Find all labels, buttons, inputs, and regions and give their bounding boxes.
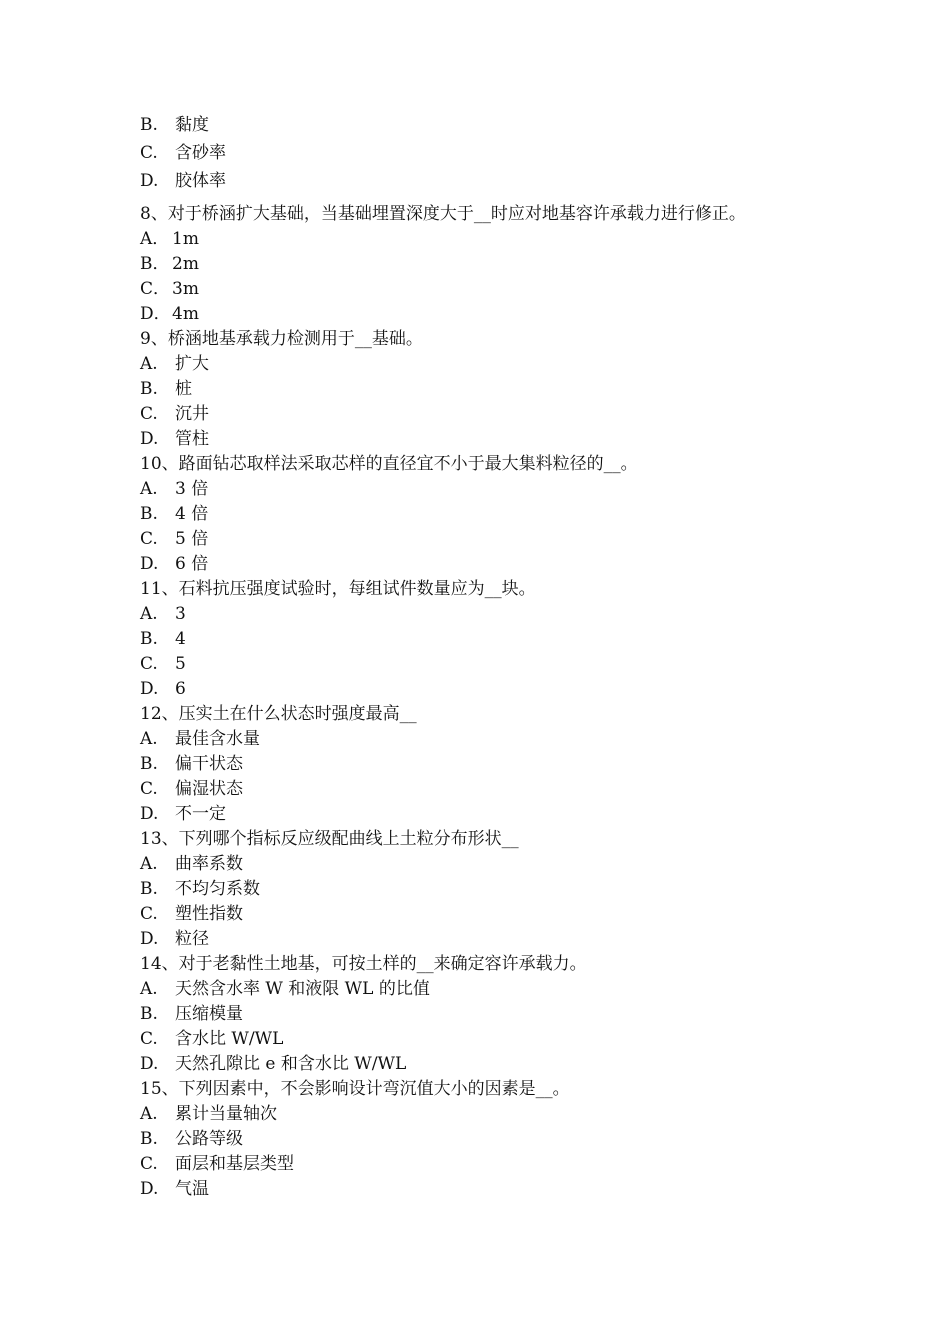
- option-text: 扩大: [175, 354, 209, 374]
- answer-option: [140, 354, 209, 374]
- question-text: 11、石料抗压强度试验时，每组试件数量应为__块。: [140, 579, 536, 599]
- answer-option: [140, 1179, 209, 1199]
- answer-option: [140, 429, 209, 449]
- question-text: 9、桥涵地基承载力检测用于__基础。: [140, 329, 423, 349]
- option-label: C.: [140, 404, 158, 424]
- option-label: D.: [140, 929, 159, 949]
- answer-option: [140, 115, 209, 135]
- option-text: 桩: [175, 379, 192, 399]
- option-text: 6: [175, 679, 186, 699]
- option-text: 5: [175, 654, 186, 674]
- option-text: 6 倍: [175, 554, 209, 574]
- question-text: 12、压实土在什么状态时强度最高__: [140, 704, 417, 724]
- option-text: 天然孔隙比 e 和含水比 W/WL: [175, 1054, 407, 1074]
- option-text: 2m: [172, 254, 199, 274]
- answer-option: [140, 254, 199, 274]
- option-label: A.: [140, 354, 158, 374]
- option-text: 压缩模量: [175, 1004, 243, 1024]
- option-text: 累计当量轴次: [175, 1104, 277, 1124]
- option-label: D.: [140, 679, 159, 699]
- option-label: D.: [140, 429, 159, 449]
- answer-option: [140, 229, 199, 249]
- option-label: B．: [140, 254, 170, 274]
- question-text: 14、对于老黏性土地基，可按土样的__来确定容许承载力。: [140, 954, 587, 974]
- option-text: 3m: [172, 279, 199, 299]
- answer-option: [140, 754, 243, 774]
- question-text: 8、对于桥涵扩大基础，当基础埋置深度大于__时应对地基容许承载力进行修正。: [140, 204, 746, 224]
- option-text: 含砂率: [175, 143, 226, 163]
- answer-option: [140, 1029, 283, 1049]
- answer-option: [140, 904, 243, 924]
- option-label: C.: [140, 529, 158, 549]
- option-label: D.: [140, 1054, 159, 1074]
- answer-option: [140, 504, 208, 524]
- option-label: B.: [140, 379, 158, 399]
- option-label: A.: [140, 854, 158, 874]
- option-label: C.: [140, 1029, 158, 1049]
- answer-option: [140, 554, 208, 574]
- option-label: B.: [140, 1129, 158, 1149]
- answer-option: [140, 604, 186, 624]
- option-text: 沉井: [175, 404, 209, 424]
- question-text: 10、路面钻芯取样法采取芯样的直径宜不小于最大集料粒径的__。: [140, 454, 638, 474]
- option-text: 5 倍: [175, 529, 209, 549]
- answer-option: [140, 979, 430, 999]
- option-label: C.: [140, 143, 158, 163]
- answer-option: [140, 654, 186, 674]
- answer-option: [140, 143, 226, 163]
- answer-option: [140, 379, 192, 399]
- option-label: A.: [140, 979, 158, 999]
- answer-option: [140, 854, 243, 874]
- answer-option: [140, 1104, 277, 1124]
- option-text: 不均匀系数: [175, 879, 260, 899]
- option-label: D．: [140, 304, 171, 324]
- option-label: D.: [140, 554, 159, 574]
- question-text: 13、下列哪个指标反应级配曲线上土粒分布形状__: [140, 829, 519, 849]
- option-text: 曲率系数: [175, 854, 243, 874]
- option-label: B.: [140, 754, 158, 774]
- option-label: B.: [140, 629, 158, 649]
- answer-option: [140, 1129, 243, 1149]
- option-label: B.: [140, 504, 158, 524]
- answer-option: [140, 404, 209, 424]
- option-text: 4: [175, 629, 186, 649]
- option-text: 偏干状态: [175, 754, 243, 774]
- option-text: 4 倍: [175, 504, 209, 524]
- option-text: 公路等级: [175, 1129, 243, 1149]
- answer-option: [140, 1054, 406, 1074]
- answer-option: [140, 529, 208, 549]
- answer-option: [140, 679, 186, 699]
- option-text: 气温: [175, 1179, 209, 1199]
- option-label: C．: [140, 279, 171, 299]
- answer-option: [140, 1154, 294, 1174]
- option-text: 不一定: [175, 804, 226, 824]
- answer-option: [140, 171, 226, 191]
- option-text: 面层和基层类型: [175, 1154, 294, 1174]
- option-text: 塑性指数: [175, 904, 243, 924]
- option-label: D.: [140, 1179, 159, 1199]
- option-text: 天然含水率 W 和液限 WL 的比值: [175, 979, 430, 999]
- answer-option: [140, 629, 186, 649]
- answer-option: [140, 279, 199, 299]
- option-label: A.: [140, 604, 158, 624]
- answer-option: [140, 304, 199, 324]
- answer-option: [140, 929, 209, 949]
- option-label: A.: [140, 729, 158, 749]
- answer-option: [140, 1004, 243, 1024]
- option-text: 黏度: [175, 115, 209, 135]
- answer-option: [140, 479, 208, 499]
- option-text: 粒径: [175, 929, 209, 949]
- option-text: 含水比 W/WL: [175, 1029, 284, 1049]
- option-text: 1m: [172, 229, 199, 249]
- option-text: 4m: [172, 304, 199, 324]
- option-text: 偏湿状态: [175, 779, 243, 799]
- option-label: C.: [140, 904, 158, 924]
- option-label: B.: [140, 1004, 158, 1024]
- answer-option: [140, 804, 226, 824]
- option-label: C.: [140, 654, 158, 674]
- option-text: 胶体率: [175, 171, 226, 191]
- answer-option: [140, 879, 260, 899]
- option-label: A.: [140, 1104, 158, 1124]
- option-text: 3: [175, 604, 186, 624]
- option-label: B.: [140, 115, 158, 135]
- option-label: D.: [140, 804, 159, 824]
- answer-option: [140, 729, 260, 749]
- option-text: 管柱: [175, 429, 209, 449]
- option-label: A.: [140, 479, 158, 499]
- answer-option: [140, 779, 243, 799]
- option-label: B.: [140, 879, 158, 899]
- option-label: C.: [140, 779, 158, 799]
- question-text: 15、下列因素中，不会影响设计弯沉值大小的因素是__。: [140, 1079, 570, 1099]
- option-label: C.: [140, 1154, 158, 1174]
- option-text: 3 倍: [175, 479, 209, 499]
- option-label: D.: [140, 171, 159, 191]
- option-label: A．: [140, 229, 170, 249]
- option-text: 最佳含水量: [175, 729, 260, 749]
